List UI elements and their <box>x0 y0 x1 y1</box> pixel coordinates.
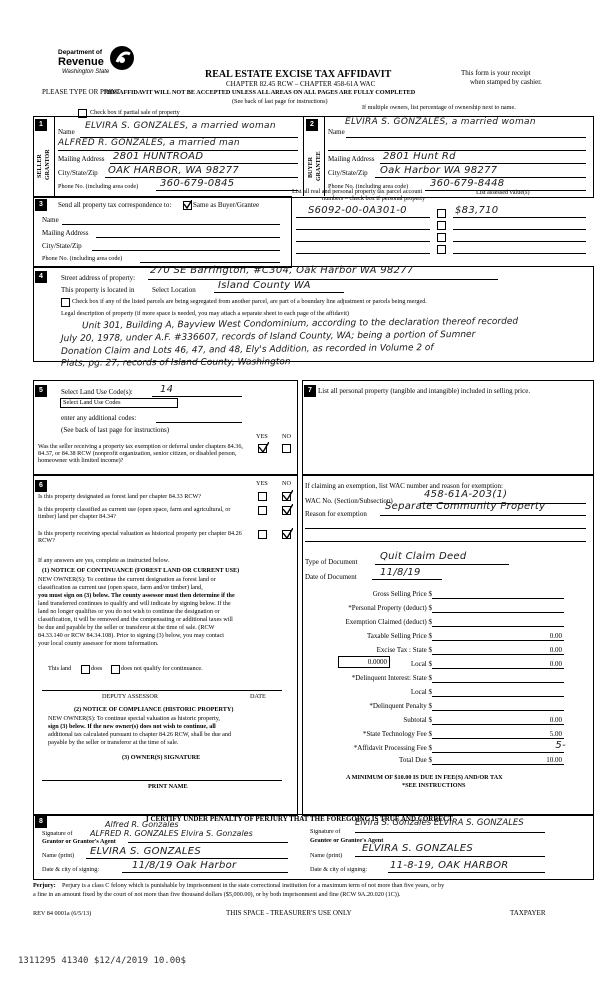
parcel-3-personal-checkbox[interactable] <box>437 233 446 242</box>
corr-address-line[interactable] <box>96 237 280 238</box>
delinquent-interest-state-label: *Delinquent Interest: State $ <box>351 674 432 682</box>
rev-number: REV 84 0001a (6/5/13) <box>33 910 92 917</box>
continuance-line-3: you must sign on (3) below. The county assessor must then determine if the <box>38 592 235 599</box>
seller-address-value[interactable]: 2801 HUNTROAD <box>113 151 204 162</box>
compliance-line-3: additional tax calculated pursuant to chapter 84.26 RCW, shall be due and <box>48 731 232 738</box>
current-use-yes-checkbox[interactable] <box>258 506 267 515</box>
certify-text: I CERTIFY UNDER PENALTY OF PERJURY THAT THE FOREGOING IS TRUE AND CORRECT. <box>146 815 455 823</box>
please-type: PLEASE TYPE OR PRINT <box>42 88 121 96</box>
legal-line-1[interactable]: Unit 301, Building A, Bayview West Condominium, according to the declaration thereof recorded <box>81 316 519 332</box>
checkmark-icon <box>282 504 293 515</box>
perjury-text-1: Perjury is a class C felony which is punishable by imprisonment in the state correctional institution for a maximum term of not more than five years, or by <box>62 882 445 889</box>
back-note: (See back of last page for instructions) <box>232 98 328 105</box>
same-as-buyer-label: Same as Buyer/Grantee <box>193 201 260 209</box>
does-not-qualify-checkbox[interactable] <box>111 665 120 674</box>
seller-side-label: SELLER <box>37 154 43 178</box>
current-use-question: Is this property classified as current use (open space, farm and agricultural, or timber) land per chapter 84.34? <box>38 506 231 520</box>
does-label: does <box>91 665 103 672</box>
personal-property-label: List all personal property (tangible and intangible) included in selling price. <box>318 387 531 395</box>
buyer-address-label: Mailing Address <box>328 155 375 163</box>
parcel-header-2: numbers – check box if personal property <box>322 195 426 202</box>
street-value[interactable]: 270 SE Barrington, #C304, Oak Harbor WA 98277 <box>150 265 414 276</box>
street-label: Street address of property: <box>61 274 136 282</box>
select-location[interactable]: Select Location <box>152 286 196 294</box>
grantee-date-label: Date & city of signing: <box>310 866 368 873</box>
grantor-signature-2[interactable]: ALFRED R. GONZALES Elvira S. Gonzales <box>90 829 253 838</box>
seller-phone-value[interactable]: 360-679-0845 <box>160 178 235 189</box>
dept-line-1: Department of <box>58 49 103 56</box>
grantee-side-label: GRANTEE <box>316 151 322 181</box>
additional-codes-line[interactable] <box>156 422 242 423</box>
doc-type-value[interactable]: Quit Claim Deed <box>380 551 467 562</box>
treasurer-stamp: 1311295 41340 $12/4/2019 10.00$ <box>18 956 186 966</box>
doc-date-label: Date of Document <box>305 573 357 581</box>
doc-type-label: Type of Document <box>305 558 358 566</box>
forest-yes-checkbox[interactable] <box>258 492 267 501</box>
form-title: REAL ESTATE EXCISE TAX AFFIDAVIT <box>205 69 392 80</box>
seller-phone-label: Phone No. (including area code) <box>58 183 139 190</box>
forest-question: Is this property designated as forest land per chapter 84.33 RCW? <box>38 493 202 500</box>
wac-label: WAC No. (Section/Subsection) <box>305 497 393 505</box>
dept-line-2: Revenue <box>58 56 104 68</box>
wac-value[interactable]: 458-61A-203(1) <box>424 489 508 500</box>
grantee-name-value[interactable]: ELVIRA S. GONZALES <box>362 843 474 854</box>
grantee-sig-label-2: Grantee or Grantee's Agent <box>310 837 384 844</box>
continuance-title: (1) NOTICE OF CONTINUANCE (FOREST LAND OR CURRENT USE) <box>42 567 240 574</box>
checkmark-icon <box>282 490 293 501</box>
section-1-number: 1 <box>35 119 47 131</box>
perjury-text-2: a fine in an amount fixed by the court of not more than five thousand dollars ($5,000.00), or by both imprisonment and fine (RCW 9A.20.020 (1C)). <box>33 891 401 898</box>
compliance-title: (2) NOTICE OF COMPLIANCE (HISTORIC PROPERTY) <box>74 706 234 713</box>
grantor-sig-label-2: Grantor or Grantor's Agent <box>42 838 116 845</box>
print-name-label: PRINT NAME <box>148 783 188 790</box>
section-6-yes-header: YES <box>256 480 268 487</box>
exemption-claimed-label: Exemption Claimed (deduct) $ <box>345 618 432 626</box>
dor-logo-icon <box>108 44 136 72</box>
section-6-no-header: NO <box>282 480 291 487</box>
historic-question: Is this property receiving special valuation as historical property per chapter 84.26 RCW? <box>38 530 242 544</box>
grantor-date-value[interactable]: 11/8/19 Oak Harbor <box>132 860 237 871</box>
receipt-note-2: when stamped by cashier. <box>470 78 542 86</box>
grantee-name-label: Name (print) <box>310 852 343 859</box>
historic-no-checkbox[interactable] <box>282 530 291 539</box>
reason-label: Reason for exemption <box>305 510 367 518</box>
delinquent-penalty-label: *Delinquent Penalty $ <box>369 702 432 710</box>
reason-value[interactable]: Separate Community Property <box>385 501 546 512</box>
land-use-select[interactable]: Select Land Use Codes <box>60 398 178 408</box>
land-use-yes-header: YES <box>256 433 268 440</box>
land-use-no-header: NO <box>282 433 291 440</box>
legal-line-2[interactable]: July 20, 1978, under A.F. #336607, records of Island County, WA; being a portion of Sumner <box>60 329 476 345</box>
continuance-line-1: NEW OWNER(S): To continue the current designation as forest land or <box>38 576 216 583</box>
parcel-header-1: List all real and personal property tax parcel account <box>292 188 423 195</box>
subtotal-label: Subtotal $ <box>403 716 432 724</box>
legal-line-3[interactable]: Donation Claim and Lots 46, 47, and 48, Ely's Addition, as recorded in Volume 2 of <box>60 343 434 357</box>
deputy-date-label: DATE <box>250 693 266 700</box>
total-due-label: Total Due $ <box>399 756 432 764</box>
section-7-number: 7 <box>304 385 316 397</box>
if-yes-note: If any answers are yes, complete as instructed below. <box>38 557 170 564</box>
buyer-city-label: City/State/Zip <box>328 169 368 177</box>
grantee-signature[interactable]: Elvira S. Gonzales ELVIRA S. GONZALES <box>355 818 524 828</box>
excise-local-value[interactable]: 0.00 <box>549 660 562 668</box>
buyer-name-value[interactable]: ELVIRA S. GONZALES, a married woman <box>345 117 536 127</box>
segregated-label: Check box if any of the listed parcels are being segregated from another parcel, are part of a boundary line adjustment or parcels being merged. <box>72 298 427 305</box>
segregated-checkbox[interactable] <box>61 298 70 307</box>
grantor-name-label: Name (print) <box>42 852 75 859</box>
location-value[interactable]: Island County WA <box>218 280 311 291</box>
corr-city-line[interactable] <box>92 250 280 251</box>
current-use-no-checkbox[interactable] <box>282 506 291 515</box>
minimum-note: A MINIMUM OF $10.00 IS DUE IN FEE(S) AND/OR TAX <box>346 774 503 781</box>
treasurer-use: THIS SPACE - TREASURER'S USE ONLY <box>226 909 352 917</box>
grantor-name-value[interactable]: ELVIRA S. GONZALES <box>90 846 202 857</box>
owner-signature-label: (3) OWNER(S) SIGNATURE <box>122 754 201 761</box>
parcel-1-personal-checkbox[interactable] <box>437 209 446 218</box>
legal-line-4[interactable]: Plats, pg. 27, records of Island County, Washington <box>60 357 291 369</box>
section-4-number: 4 <box>35 271 47 283</box>
partial-sale-label: Check box if partial sale of property <box>90 109 180 116</box>
buyer-phone-label: Phone No. (including area code) <box>328 183 409 190</box>
checkmark-icon <box>282 528 293 539</box>
same-as-buyer-checkbox[interactable] <box>183 201 192 210</box>
does-qualify-checkbox[interactable] <box>81 665 90 674</box>
taxable-selling-label: Taxable Selling Price $ <box>366 632 432 640</box>
see-instructions: *SEE INSTRUCTIONS <box>402 782 466 789</box>
compliance-line-1: NEW OWNER(S): To continue special valuation as historic property, <box>48 715 220 722</box>
legal-label: Legal description of property (if more space is needed, you may attach a separate sheet to each page of the affidavit) <box>61 310 349 317</box>
parcel-4-personal-checkbox[interactable] <box>437 245 446 254</box>
does-not-label: does not qualify for continuance. <box>121 665 203 672</box>
seller-address-label: Mailing Address <box>58 155 105 163</box>
local-rate-box[interactable]: 0.0000 <box>338 656 390 668</box>
subtotal-value[interactable]: 0.00 <box>549 716 562 724</box>
buyer-address-value[interactable]: 2801 Hunt Rd <box>383 151 456 162</box>
corr-name-line[interactable] <box>62 224 280 225</box>
dept-line-3: Washington State <box>62 69 110 75</box>
checkmark-icon <box>258 442 269 453</box>
corr-name-label: Name <box>42 216 59 224</box>
correspondence-label: Send all property tax correspondence to: <box>58 201 172 209</box>
section-5-number: 5 <box>35 385 47 397</box>
section-8-number: 8 <box>35 816 47 828</box>
seller-name-label: Name <box>58 128 75 136</box>
seller-name-value-2[interactable]: ALFRED R. GONZALES, a married man <box>58 138 240 148</box>
personal-property-deduct-label: *Personal Property (deduct) $ <box>348 604 432 612</box>
taxpayer-label: TAXPAYER <box>510 909 546 917</box>
continuance-line-6: classification, it will be removed and the compensating or additional taxes will <box>38 616 233 623</box>
seller-city-value[interactable]: OAK HARBOR, WA 98277 <box>108 165 240 176</box>
continuance-line-2: classification as current use (open space, farm and/or timber) land, <box>38 584 203 591</box>
grantor-date-label: Date & city of signing: <box>42 866 100 873</box>
receipt-note-1: This form is your receipt <box>461 69 531 77</box>
located-label: This property is located in <box>61 286 135 294</box>
delinquent-interest-local-label: Local $ <box>410 688 432 696</box>
owner-signature-line[interactable] <box>42 780 282 781</box>
parcel-number-value[interactable]: S6092-00-0A301-0 <box>308 205 407 216</box>
buyer-phone-value[interactable]: 360-679-8448 <box>430 178 505 189</box>
assessed-value[interactable]: $83,710 <box>455 205 499 216</box>
compliance-line-2: sign (3) below. If the new owner(s) does not wish to continue, all <box>48 723 216 730</box>
section-3-number: 3 <box>35 199 47 211</box>
grantor-sig-label-1: Signature of <box>42 830 73 837</box>
grantee-date-value[interactable]: 11-8-19, OAK HARBOR <box>390 860 509 871</box>
technology-fee-value[interactable]: 5.00 <box>549 730 562 738</box>
seller-city-label: City/State/Zip <box>58 169 98 177</box>
grantee-sig-label-1: Signature of <box>310 828 341 835</box>
seller-name-value[interactable]: ELVIRA S. GONZALES, a married woman <box>85 121 276 131</box>
compliance-line-4: payable by the seller or transferor at the time of sale. <box>48 739 179 746</box>
section-2-number: 2 <box>306 119 318 131</box>
corr-phone-line[interactable] <box>140 262 280 263</box>
processing-fee-label: *Affidavit Processing Fee $ <box>353 744 432 752</box>
claim-exemption-label: If claiming an exemption, list WAC number and reason for exemption: <box>305 482 503 490</box>
continuance-line-8: 84.33.140 or RCW 84.34.108). Prior to signing (3) below, you may contact <box>38 632 224 639</box>
section-6-number: 6 <box>35 480 47 492</box>
ownership-note: If multiple owners, list percentage of ownership next to name. <box>362 104 516 111</box>
parcel-2-personal-checkbox[interactable] <box>437 221 446 230</box>
grantor-side-label: GRANTOR <box>45 149 51 180</box>
additional-codes-label: enter any additional codes: <box>61 414 137 422</box>
form-chapter: CHAPTER 82.45 RCW – CHAPTER 458-61A WAC <box>226 80 376 88</box>
technology-fee-label: *State Technology Fee $ <box>362 730 432 738</box>
buyer-side-label: BUYER <box>308 156 314 178</box>
corr-phone-label: Phone No. (including area code) <box>42 255 123 262</box>
land-use-value[interactable]: 14 <box>160 384 174 395</box>
dor-logo <box>58 44 138 80</box>
continuance-line-7: be due and payable by the seller or transferor at the time of sale. (RCW <box>38 624 215 631</box>
assessed-header: List assessed value(s) <box>476 189 530 196</box>
perjury-label: Perjury: <box>33 882 56 889</box>
processing-fee-value[interactable]: 5- <box>555 740 566 751</box>
continuance-line-5: land no longer qualifies or you do not wish to continue the designation or <box>38 608 220 615</box>
deputy-label: DEPUTY ASSESSOR <box>102 693 158 700</box>
forest-no-checkbox[interactable] <box>282 492 291 501</box>
deputy-line[interactable] <box>42 690 282 691</box>
buyer-city-value[interactable]: Oak Harbor WA 98277 <box>380 165 498 176</box>
total-due-value[interactable]: 10.00 <box>546 756 562 764</box>
excise-local-label: Local $ <box>410 660 432 668</box>
excise-state-label: Excise Tax : State $ <box>376 646 432 654</box>
corr-city-label: City/State/Zip <box>42 242 82 250</box>
exemption-question: Was the seller receiving a property tax exemption or deferral under chapters 84.36, 84.37, or 84.38 RCW (nonprofit organization, senior citizen, or disabled person, homeowner with limited income)? <box>38 443 243 464</box>
exemption-yes-checkbox[interactable] <box>258 444 267 453</box>
this-land-label: This land <box>48 665 72 672</box>
buyer-name-label: Name <box>328 128 345 136</box>
exemption-no-checkbox[interactable] <box>282 444 291 453</box>
continuance-line-9: your local county assessor for more information. <box>38 640 159 647</box>
grantor-signature-1[interactable]: Alfred R. Gonzales <box>105 820 179 829</box>
historic-yes-checkbox[interactable] <box>258 530 267 539</box>
land-use-label: Select Land Use Code(s): <box>61 388 133 396</box>
form-warning: THIS AFFIDAVIT WILL NOT BE ACCEPTED UNLESS ALL AREAS ON ALL PAGES ARE FULLY COMPLETED <box>103 89 416 96</box>
land-use-back-note: (See back of last page for instructions) <box>61 426 170 434</box>
doc-date-value[interactable]: 11/8/19 <box>380 567 421 578</box>
corr-address-label: Mailing Address <box>42 229 89 237</box>
gross-selling-label: Gross Selling Price $ <box>372 590 432 598</box>
excise-state-value[interactable]: 0.00 <box>549 646 562 654</box>
continuance-line-4: land transferred continues to qualify and will indicate by signing below. If the <box>38 600 231 607</box>
checkmark-icon <box>183 200 192 209</box>
taxable-selling-value[interactable]: 0.00 <box>549 632 562 640</box>
